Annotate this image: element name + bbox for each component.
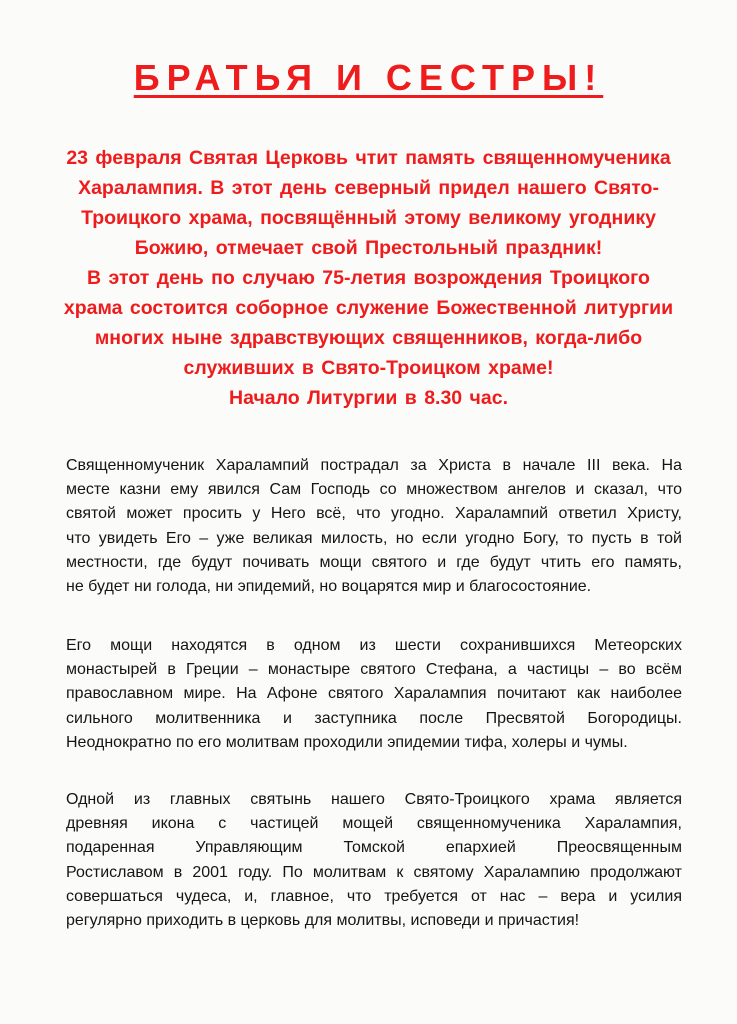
paragraph-line: подаренная Управляющим Томской епархией Преосвященным: [66, 839, 682, 857]
paragraph-line: Одной из главных святынь нашего Свято-Троицкого храма является: [66, 791, 682, 808]
announcement-line: 23 февраля Святая Церковь чтит память священномученика: [66, 147, 671, 169]
paragraph-line: совершаться чудеса, и, главное, что требуется от нас – вера и усилия: [66, 887, 682, 905]
paragraph-line: месте казни ему явился Сам Господь со множеством ангелов и сказал, что: [66, 481, 682, 499]
announcement-line: В этот день по случаю 75-летия возрождения Троицкого: [87, 267, 650, 289]
paragraph-line: Ростиславом в 2001 году. По молитвам к святому Харалампию продолжают: [66, 863, 682, 881]
paragraph-line: регулярно приходить в церковь для молитвы, исповеди и причастия!: [66, 912, 580, 930]
paragraph-line: древняя икона с частицей мощей священномученика Харалампия,: [66, 815, 682, 833]
paragraph-line: святой может просить у Него всё, что угодно. Харалампий ответил Христу,: [66, 505, 682, 523]
paragraph-line: что увидеть Его – уже великая милость, но если угодно Богу, то пусть в той: [66, 529, 682, 547]
announcement-line: многих ныне здравствующих священников, когда-либо: [94, 327, 643, 349]
paragraph-history: [66, 454, 682, 599]
liturgy-start-time: Начало Литургии в 8.30 час.: [229, 387, 508, 409]
paragraph-line: местности, где будут почивать мощи святого и где будут чтить его память,: [66, 553, 682, 571]
paragraph-line: монастырей в Греции – монастыре святого Стефана, а частицы – во всём: [66, 661, 682, 679]
announcement-line: Троицкого храма, посвящённый этому великому угоднику: [81, 207, 656, 229]
announcement-line: храма состоится соборное служение Божественной литургии: [63, 297, 674, 319]
announcement-line: Божию, отмечает свой Престольный праздник!: [134, 237, 603, 259]
paragraph-line: Его мощи находятся в одном из шести сохранившихся Метеорских: [66, 637, 682, 654]
paragraph-line: не будет ни голода, ни эпидемий, но воцарятся мир и благосостояние.: [66, 578, 592, 596]
page-title: БРАТЬЯ И СЕСТРЫ!: [133, 57, 604, 98]
announcement-line: служивших в Свято-Троицком храме!: [183, 357, 554, 379]
paragraph-line: Священномученик Харалампий пострадал за Христа в начале III века. На: [66, 457, 682, 474]
paragraph-icon: [66, 788, 682, 933]
paragraph-relics: [66, 634, 682, 755]
paragraph-line: православном мире. На Афоне святого Харалампия почитают как наиболее: [66, 685, 682, 703]
announcement-line: Харалампия. В этот день северный придел нашего Свято-: [78, 177, 659, 199]
paragraph-line: сильного молитвенника и заступника после Пресвятой Богородицы.: [66, 709, 682, 727]
paragraph-line: Неоднократно по его молитвам проходили эпидемии тифа, холеры и чумы.: [66, 733, 628, 751]
announcement-block: [40, 143, 697, 413]
